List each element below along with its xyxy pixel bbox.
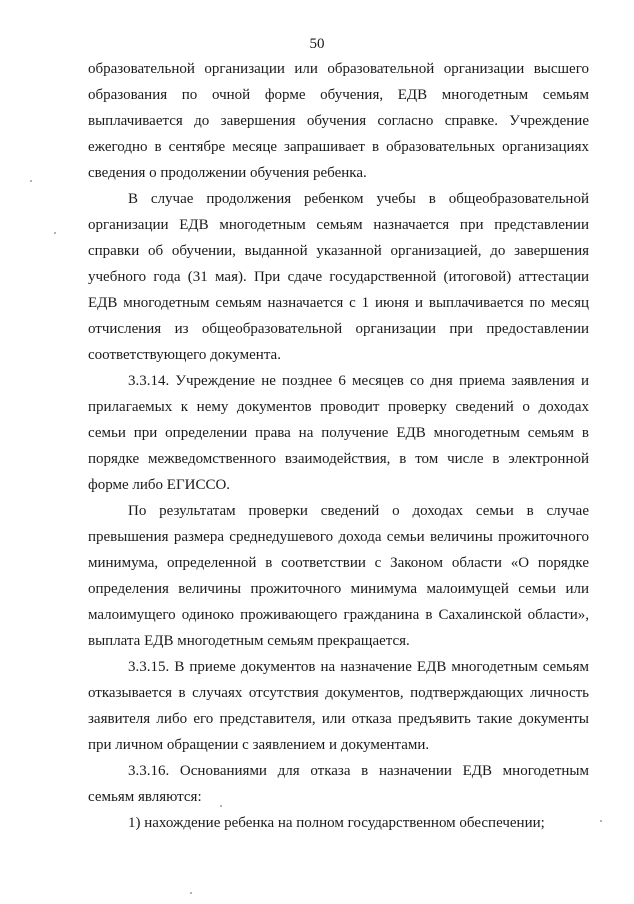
scan-speck [54, 232, 56, 234]
document-body [88, 56, 589, 836]
paragraph-3-3-16: 3.3.16. Основаниями для отказа в назначении ЕДВ многодетным семьям являются: [88, 763, 589, 805]
paragraph-3-3-14: 3.3.14. Учреждение не позднее 6 месяцев со дня приема заявления и прилагаемых к нему документов проводит проверку сведений о доходах семьи при определении права на получение ЕДВ многодетным семьям в порядке межведомственного взаимодействия, в том числе в электронной форме либо ЕГИССО. [88, 373, 589, 493]
paragraph-3-3-15: 3.3.15. В приеме документов на назначение ЕДВ многодетным семьям отказывается в случаях отсутствия документов, подтверждающих личность заявителя либо его представителя, или отказа предъявить такие документы при личном обращении с заявлением и документами. [88, 659, 589, 753]
scan-speck [190, 892, 192, 894]
paragraph-continuation: образовательной организации или образовательной организации высшего образования по очной форме обучения, ЕДВ многодетным семьям выплачивается до завершения обучения согласно справке. Учреждение ежегодно в сентябре месяце запрашивает в образовательных организациях сведения о продолжении обучения ребенка. [88, 61, 589, 181]
scan-speck [600, 820, 602, 822]
scan-speck [30, 180, 32, 182]
paragraph-income-check-results: По результатам проверки сведений о доходах семьи в случае превышения размера среднедушевого дохода семьи величины прожиточного минимума, определенной в соответствии с Законом области «О порядке определения величины прожиточного минимума малоимущей семьи или малоимущего одиноко проживающего гражданина в Сахалинской области», выплата ЕДВ многодетным семьям прекращается. [88, 503, 589, 649]
page-number: 50 [309, 36, 325, 52]
paragraph-continued-study: В случае продолжения ребенком учебы в общеобразовательной организации ЕДВ многодетным семьям назначается при представлении справки об обучении, выданной указанной организацией, до завершения учебного года (31 мая). При сдаче государственной (итоговой) аттестации ЕДВ многодетным семьям назначается с 1 июня и выплачивается по месяц отчисления из общеобразовательной организации при предоставлении соответствующего документа. [88, 191, 589, 363]
list-item-1: 1) нахождение ребенка на полном государственном обеспечении; [128, 815, 545, 831]
scan-speck [220, 805, 222, 807]
